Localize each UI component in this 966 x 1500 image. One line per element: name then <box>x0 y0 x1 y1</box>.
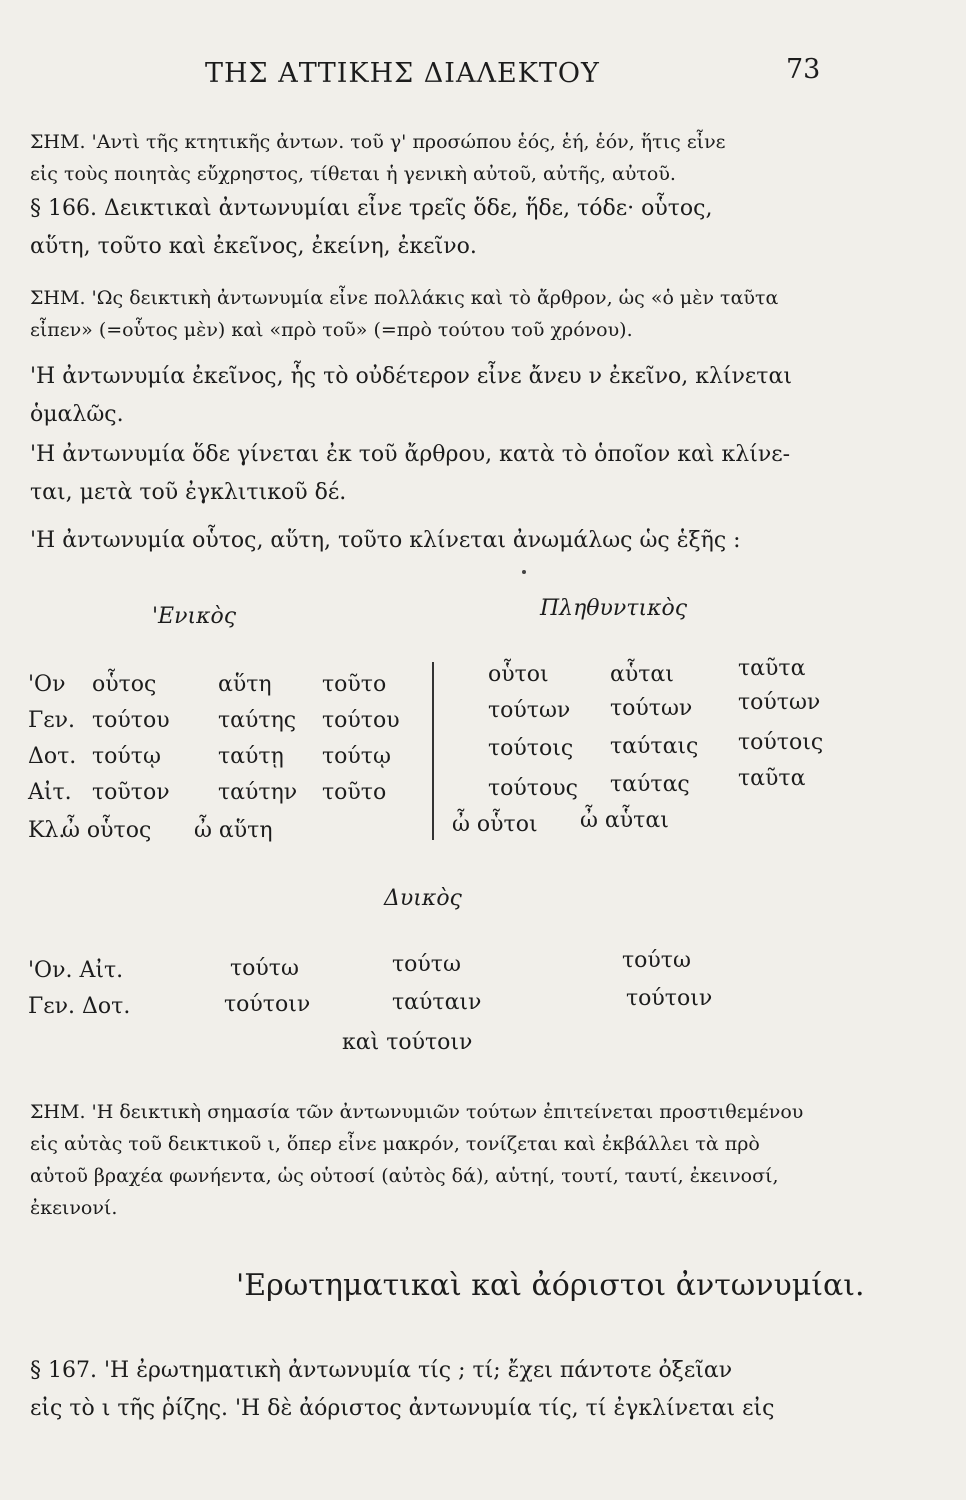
dual-heading: Δυικὸς <box>384 886 462 911</box>
paragraph-line: § 166. Δεικτικαὶ ἀντωνυμίαι εἶνε τρεῖς ὅδε, ἥδε, τόδε· οὗτος, <box>30 196 713 221</box>
plural-form: ὦ οὗτοι <box>452 812 538 837</box>
plural-form: τούτων <box>488 698 571 723</box>
dual-form: τούτω <box>230 956 299 981</box>
section-167 <box>30 1352 930 1428</box>
case-label: Κλ. <box>28 818 66 843</box>
note-article-demonstrative <box>30 282 930 346</box>
plural-heading: Πληθυντικὸς <box>540 596 688 621</box>
plural-form: ταύτας <box>610 772 690 797</box>
case-label: Δοτ. <box>28 744 77 769</box>
singular-form: ταύτην <box>218 780 298 805</box>
singular-form: ὦ οὗτος <box>62 818 152 843</box>
note-line: ἐκεινονί. <box>30 1197 118 1219</box>
separator-dot <box>522 570 526 574</box>
singular-form: τούτου <box>322 708 400 733</box>
paragraph-line: εἰς τὸ ι τῆς ῥίζης. 'Η δὲ ἀόριστος ἀντωνυμία τίς, τί ἐγκλίνεται εἰς <box>30 1396 775 1421</box>
case-label: 'Ον <box>28 672 66 697</box>
note-deictic-iota <box>30 1096 930 1224</box>
running-header: ΤΗΣ ΑΤΤΙΚΗΣ ΔΙΑΛΕΚΤΟΥ <box>205 58 600 89</box>
table-divider <box>432 662 434 840</box>
plural-form: τούτοις <box>738 730 824 755</box>
dual-case-label: 'Ον. Αἰτ. <box>28 958 124 983</box>
plural-form: τούτων <box>610 696 693 721</box>
plural-form: τούτοις <box>488 736 574 761</box>
note-line: αὐτοῦ βραχέα φωνήεντα, ὡς οὑτοσί (αὐτὸς δά), αὑτηί, τουτί, ταυτί, ἐκεινοσί, <box>30 1165 779 1187</box>
paragraph-ekeinos <box>30 358 930 434</box>
note-line: ΣΗΜ. 'Ως δεικτικὴ ἀντωνυμία εἶνε πολλάκις καὶ τὸ ἄρθρον, ὡς «ὁ μὲν ταῦτα <box>30 287 779 309</box>
dual-form: τούτω <box>622 948 691 973</box>
singular-form: ὦ αὕτη <box>194 818 273 843</box>
dual-case-label: Γεν. Δοτ. <box>28 994 131 1019</box>
note-line: εἰς τοὺς ποιητὰς εὔχρηστος, τίθεται ἡ γενικὴ αὐτοῦ, αὐτῆς, αὐτοῦ. <box>30 163 676 185</box>
plural-form: ταῦτα <box>738 766 806 791</box>
plural-form: ὦ αὗται <box>580 808 669 833</box>
paragraph-line: 'Η ἀντωνυμία οὗτος, αὕτη, τοῦτο κλίνεται ἀνωμάλως ὡς ἑξῆς : <box>30 528 741 553</box>
section-166 <box>30 190 930 266</box>
dual-form: ταύταιν <box>392 990 482 1015</box>
singular-form: ταύτῃ <box>218 744 284 769</box>
plural-form: ταῦτα <box>738 656 806 681</box>
singular-form: τούτῳ <box>322 744 391 769</box>
singular-form: τούτου <box>92 708 170 733</box>
page-number: 73 <box>786 54 821 85</box>
note-line: εἶπεν» (=οὗτος μὲν) καὶ «πρὸ τοῦ» (=πρὸ τούτου τοῦ χρόνου). <box>30 319 633 341</box>
case-label: Αἰτ. <box>28 780 72 805</box>
singular-form: τοῦτον <box>92 780 170 805</box>
singular-form: τοῦτο <box>322 672 387 697</box>
singular-form: ταύτης <box>218 708 297 733</box>
paragraph-line: ὁμαλῶς. <box>30 402 124 427</box>
paragraph-houtos <box>30 522 930 560</box>
section-title: 'Ερωτηματικαὶ καὶ ἀόριστοι ἀντωνυμίαι. <box>236 1268 865 1303</box>
plural-form: οὗτοι <box>488 662 549 687</box>
plural-form: ταύταις <box>610 734 699 759</box>
note-possessive <box>30 126 930 190</box>
plural-form: τούτους <box>488 776 578 801</box>
dual-form: καὶ τούτοιν <box>342 1030 473 1055</box>
paragraph-line: 'Η ἀντωνυμία ἐκεῖνος, ἧς τὸ οὐδέτερον εἶνε ἄνευ ν ἐκεῖνο, κλίνεται <box>30 364 792 389</box>
singular-form: οὗτος <box>92 672 157 697</box>
singular-form: τοῦτο <box>322 780 387 805</box>
note-line: ΣΗΜ. 'Αντὶ τῆς κτητικῆς ἀντων. τοῦ γ' προσώπου ἑός, ἑή, ἑόν, ἥτις εἶνε <box>30 131 726 153</box>
plural-form: αὗται <box>610 662 674 687</box>
note-line: εἰς αὐτὰς τοῦ δεικτικοῦ ι, ὅπερ εἶνε μακρόν, τονίζεται καὶ ἐκβάλλει τὰ πρὸ <box>30 1133 760 1155</box>
note-line: ΣΗΜ. 'Η δεικτικὴ σημασία τῶν ἀντωνυμιῶν τούτων ἐπιτείνεται προστιθεμένου <box>30 1101 804 1123</box>
singular-form: τούτῳ <box>92 744 161 769</box>
paragraph-line: ται, μετὰ τοῦ ἐγκλιτικοῦ δέ. <box>30 480 347 505</box>
paragraph-ode <box>30 436 930 512</box>
dual-form: τούτοιν <box>224 992 311 1017</box>
paragraph-line: αὕτη, τοῦτο καὶ ἐκεῖνος, ἐκείνη, ἐκεῖνο. <box>30 234 477 259</box>
dual-form: τούτοιν <box>626 986 713 1011</box>
plural-form: τούτων <box>738 690 821 715</box>
case-label: Γεν. <box>28 708 76 733</box>
paragraph-line: 'Η ἀντωνυμία ὅδε γίνεται ἐκ τοῦ ἄρθρου, κατὰ τὸ ὁποῖον καὶ κλίνε- <box>30 442 791 467</box>
dual-form: τούτω <box>392 952 461 977</box>
singular-form: αὕτη <box>218 672 272 697</box>
paragraph-line: § 167. 'Η ἐρωτηματικὴ ἀντωνυμία τίς ; τί; ἔχει πάντοτε ὀξεῖαν <box>30 1358 733 1383</box>
singular-heading: 'Ενικὸς <box>152 604 237 629</box>
